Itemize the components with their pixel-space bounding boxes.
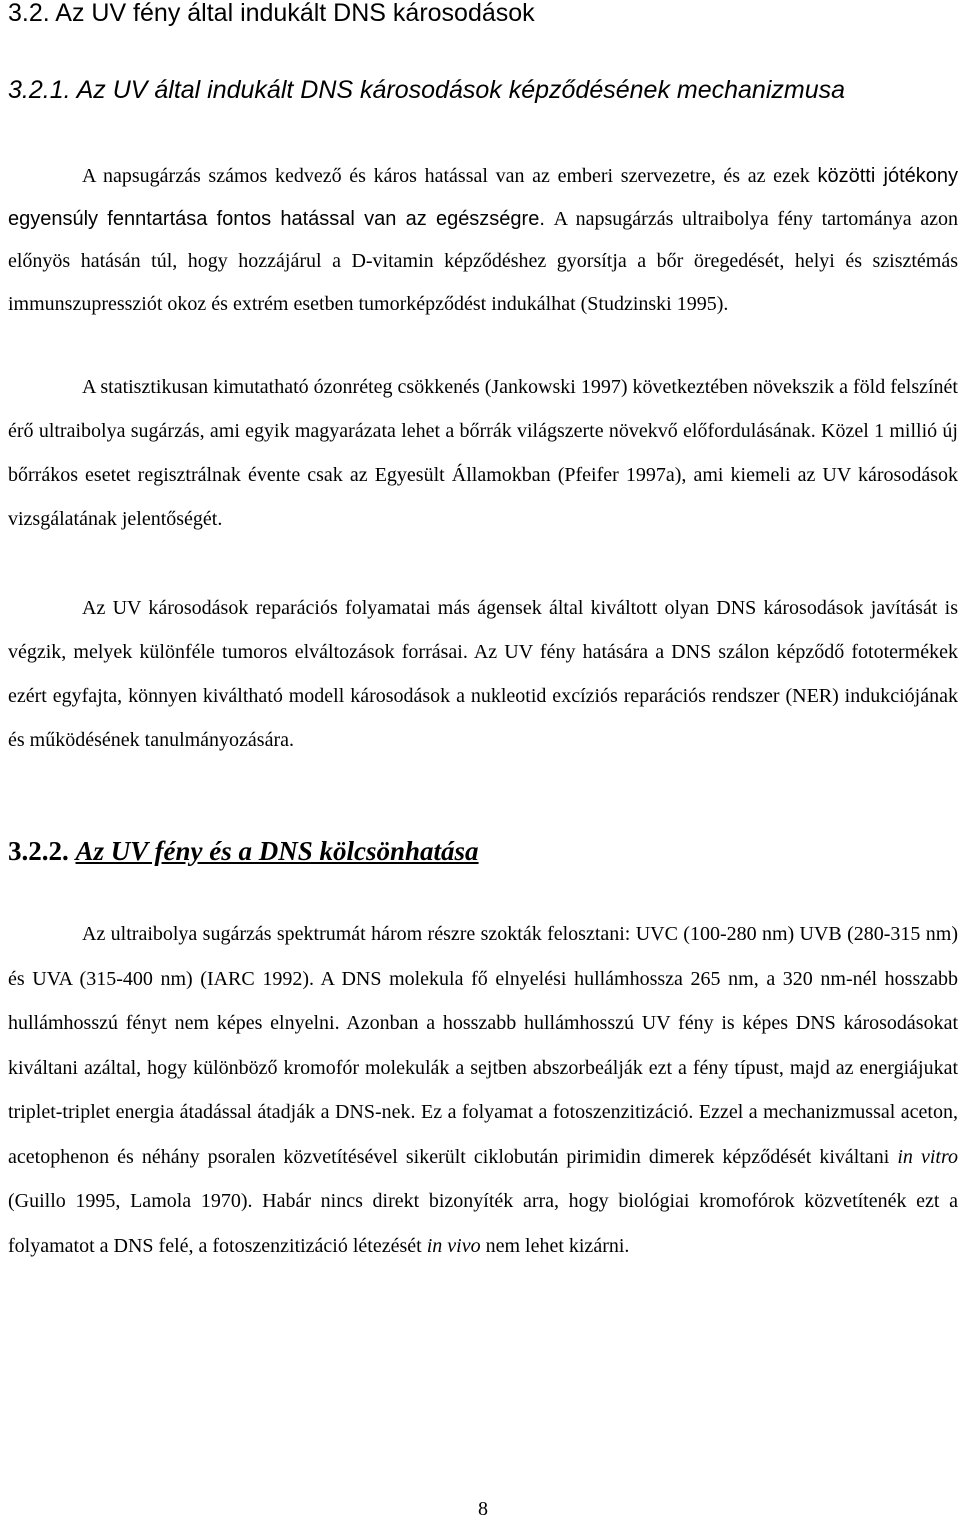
paragraph-3-text: Az UV károsodások reparációs folyamatai más ágensek által kiváltott olyan DNS károsodások javítását is végzik, melyek különféle tumoros elváltozások forrásai. Az UV fény hatására a DNS szálon képződő fototermékek ezért egyfajta, könnyen kiváltható modell károsodások a nukleotid excíziós reparációs rendszer (NER) indukciójának és működésének tanulmányozására. — [8, 597, 958, 751]
subsection-heading-2 — [8, 836, 479, 867]
paragraph-2-text: A statisztikusan kimutatható ózonréteg csökkenés (Jankowski 1997) következtében növekszik a föld felszínét érő ultraibolya sugárzás, ami egyik magyarázata lehet a bőrrák világszerte növekvő előfordulásának. Közel 1 millió új bőrrákos esetet regisztrálnak évente csak az Egyesült Államokban (Pfeifer 1997a), ami kiemeli az UV károsodások vizsgálatának jelentőségét. — [8, 376, 958, 530]
paragraph-4-italic-in-vivo: in vivo — [426, 1234, 481, 1257]
paragraph-4-text-a: Az ultraibolya sugárzás spektrumát három részre szokták felosztani: UVC (100-280 nm) UVB (280-315 nm) és UVA (315-400 nm) (IARC 1992). A DNS molekula fő elnyelési hullámhossza 265 nm, a 320 nm-nél hosszabb hullámhosszú fényt nem képes elnyelni. Azonban a hosszabb hullámhosszú UV fény is képes DNS károsodásokat kiváltani azáltal, hogy különböző kromofór molekulák a sejtben abszorbeálják ezt a fény típust, majd az energiájukat triplet-triplet energia átadással átadják a DNS-nek. Ez a folyamat a fotoszenzitizáció. Ezzel a mechanizmussal aceton, acetophenon és néhány psoralen közvetítésével sikerült ciklobután pirimidin dimerek képződését kiváltani — [8, 923, 958, 1168]
page-number: 8 — [478, 1498, 488, 1520]
subsection-2-title: Az UV fény és a DNS kölcsönhatása — [75, 836, 479, 866]
paragraph-1 — [8, 155, 958, 325]
paragraph-4 — [8, 912, 958, 1268]
section-heading: 3.2. Az UV fény által indukált DNS károsodások — [8, 0, 535, 27]
paragraph-1-text-b: közötti jótékony egyensúly fenntartása fontos hatással van az egészségre. — [8, 165, 959, 230]
paragraph-3 — [8, 586, 958, 762]
paragraph-4-text-b: (Guillo 1995, Lamola 1970). Habár nincs direkt bizonyíték arra, hogy biológiai kromofórok közvetítenék ezt a folyamatot a DNS felé, a fotoszenzitizáció létezését — [8, 1190, 958, 1257]
subsection-2-number: 3.2.2. — [8, 836, 76, 866]
paragraph-1-text-c: A napsugárzás ultraibolya fény tartománya azon előnyös hatásán túl, hogy hozzájárul a D-vitamin képződéshez gyorsítja a bőr öregedését, helyi és szisztémás immunszupressziót okoz és extrém esetben tumorképződést indukálhat (Studzinski 1995). — [8, 207, 959, 315]
paragraph-4-text-c: nem lehet kizárni. — [480, 1234, 630, 1257]
paragraph-1-text-a: A napsugárzás számos kedvező és káros hatással van az emberi szervezetre, és az ezek — [82, 165, 810, 187]
paragraph-4-italic-in-vitro: in vitro — [897, 1145, 958, 1168]
subsection-heading-1: 3.2.1. Az UV által indukált DNS károsodások képződésének mechanizmusa — [8, 76, 846, 104]
paragraph-2 — [8, 365, 958, 541]
